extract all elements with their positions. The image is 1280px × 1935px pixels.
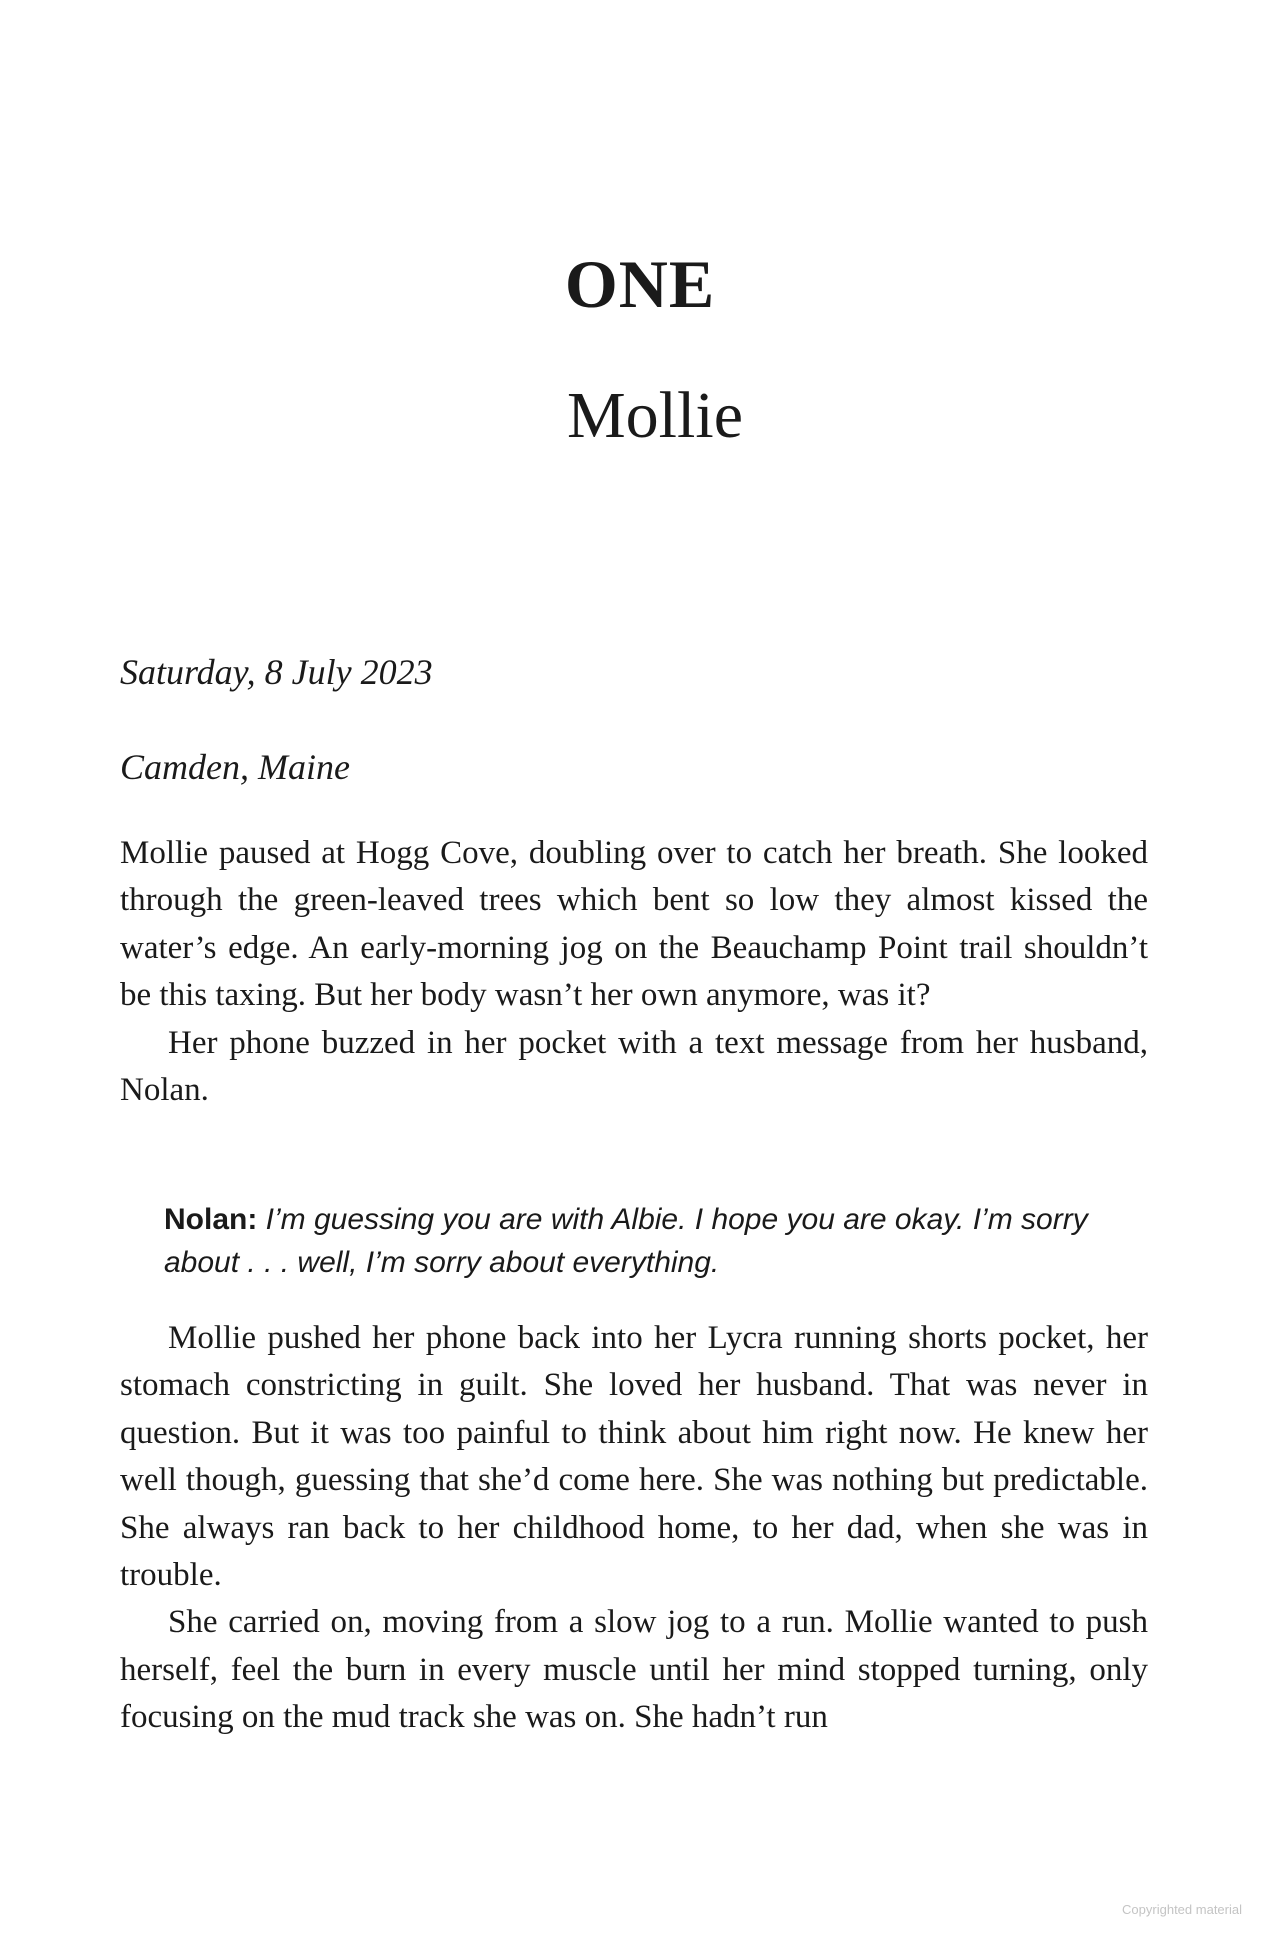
- chapter-date: Saturday, 8 July 2023: [120, 652, 433, 692]
- body-text-top: [120, 830, 1148, 1114]
- copyright-notice: Copyrighted material: [1122, 1902, 1242, 1917]
- paragraph: Mollie paused at Hogg Cove, doubling over to catch her breath. She looked through the green-leaved trees which bent so low they almost kissed the water’s edge. An early-morning jog on the Beauchamp Point trail shouldn’t be this taxing. But her body wasn’t her own anymore, was it?: [120, 835, 1148, 1014]
- text-message: [164, 1198, 1124, 1284]
- paragraph: Mollie pushed her phone back into her Lycra running shorts pocket, her stomach constricting in guilt. She loved her husband. That was never in question. But it was too painful to think about him right now. He knew her well though, guessing that she’d come here. She was nothing but predictable. She always ran back to her childhood home, to her dad, when she was in trouble.: [120, 1320, 1148, 1594]
- body-text-bottom: [120, 1315, 1148, 1742]
- text-message-body: I’m guessing you are with Albie. I hope you are okay. I’m sorry about . . . well, I’m sorry about everything.: [164, 1203, 1088, 1279]
- chapter-location: Camden, Maine: [120, 747, 350, 787]
- chapter-title: Mollie: [567, 379, 743, 452]
- text-message-sender: Nolan:: [164, 1203, 266, 1236]
- paragraph: Her phone buzzed in her pocket with a text message from her husband, Nolan.: [120, 1024, 1148, 1109]
- chapter-number: ONE: [564, 246, 716, 322]
- paragraph: She carried on, moving from a slow jog to a run. Mollie wanted to push herself, feel the burn in every muscle until her mind stopped turning, only focusing on the mud track she was on. She hadn’t run: [120, 1604, 1148, 1736]
